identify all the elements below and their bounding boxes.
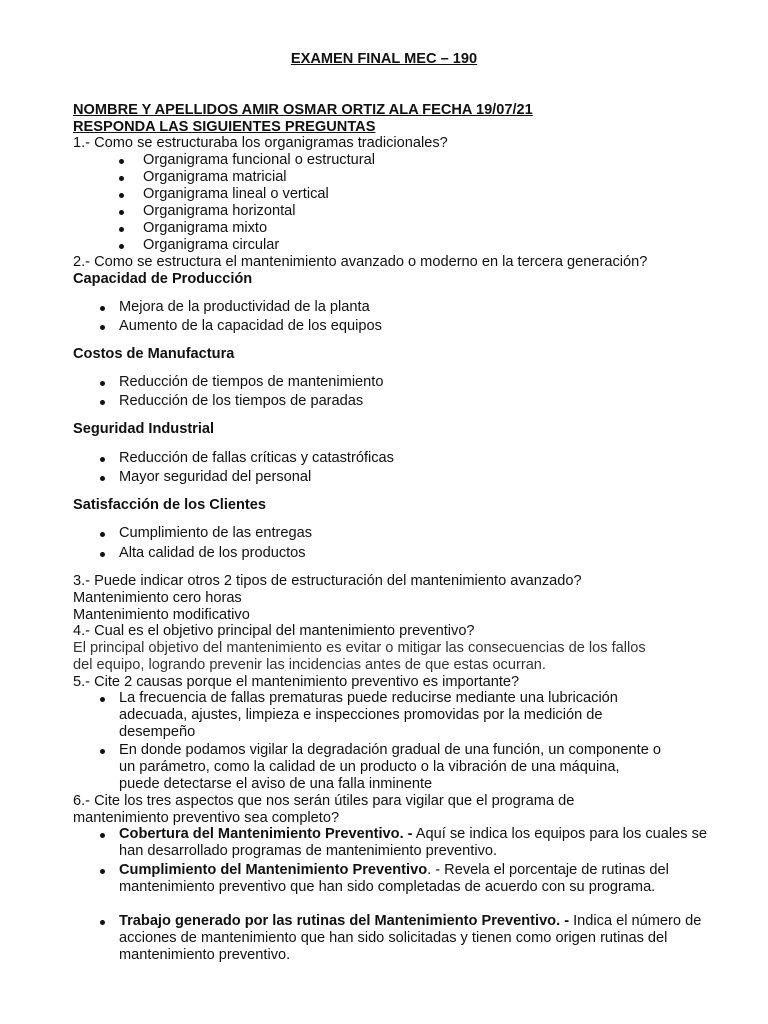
q6-item-title: Cumplimiento del Mantenimiento Preventivo [119,862,428,878]
section-item: Reducción de tiempos de mantenimiento [119,374,384,390]
bullet-icon [100,869,105,874]
bullet-icon [100,833,105,838]
q6-item [119,913,709,964]
bullet-icon [100,381,105,386]
q6-item [119,862,709,896]
q5-item-line: desempeño [119,724,196,740]
bullet-icon [119,176,124,181]
section-heading: Satisfacción de los Clientes [73,497,267,513]
q5-item-line: La frecuencia de fallas prematuras puede reducirse mediante una lubricación [119,690,618,706]
section-item: Mayor seguridad del personal [119,469,312,485]
q6-item-text: . - Revela el porcentaje de rutinas del mantenimiento preventivo que han sido completadas de acuerdo con su programa. [119,862,669,895]
question-5: 5.- Cite 2 causas porque el mantenimiento preventivo es importante? [73,674,520,690]
q1-item: Organigrama horizontal [143,203,296,219]
q1-item: Organigrama matricial [143,169,287,185]
question-2: 2.- Como se estructura el mantenimiento avanzado o moderno en la tercera generación? [73,254,648,270]
q1-item: Organigrama mixto [143,220,268,236]
question-3: 3.- Puede indicar otros 2 tipos de estructuración del mantenimiento avanzado? [73,573,582,589]
section-heading: Seguridad Industrial [73,421,215,437]
q1-item: Organigrama funcional o estructural [143,152,375,168]
q6-item [119,826,709,860]
bullet-icon [119,210,124,215]
q6-item-text: Indica el número de acciones de mantenimiento que han sido solicitadas y tienen como origen rutinas del mantenimiento preventivo. [119,913,702,963]
q1-item: Organigrama circular [143,237,280,253]
q5-item-line: adecuada, ajustes, limpieza e inspecciones promovidas por la medición de [119,707,603,723]
section-heading: Costos de Manufactura [73,346,235,362]
q4-answer-line: El principal objetivo del mantenimiento es evitar o mitigar las consecuencias de los fallos [73,640,646,656]
bullet-icon [100,457,105,462]
bullet-icon [100,920,105,925]
question-4: 4.- Cual es el objetivo principal del mantenimiento preventivo? [73,623,475,639]
q6-item-text: Aquí se indica los equipos para los cuales se han desarrollado programas de mantenimiento preventivo. [119,826,708,859]
exam-title: EXAMEN FINAL MEC – 190 [290,51,478,67]
q6-item-title: Cobertura del Mantenimiento Preventivo. - [119,826,413,842]
q5-item-line: un parámetro, como la calidad de un producto o la vibración de una máquina, [119,759,620,775]
q4-answer-line: del equipo, logrando prevenir las incidencias antes de que estas ocurran. [73,657,546,673]
section-item: Mejora de la productividad de la planta [119,299,370,315]
q3-answer: Mantenimiento cero horas [73,590,242,606]
bullet-icon [100,306,105,311]
q6-item-title: Trabajo generado por las rutinas del Mantenimiento Preventivo. - [119,913,570,929]
bullet-icon [119,193,124,198]
bullet-icon [100,552,105,557]
section-heading: Capacidad de Producción [73,271,253,287]
bullet-icon [100,697,105,702]
bullet-icon [119,244,124,249]
question-1: 1.- Como se estructuraba los organigramas tradicionales? [73,135,448,151]
question-6-line: mantenimiento preventivo sea completo? [73,810,340,826]
bullet-icon [119,159,124,164]
name-line: NOMBRE Y APELLIDOS AMIR OSMAR ORTIZ ALA FECHA 19/07/21 [73,102,533,118]
instructions: RESPONDA LAS SIGUIENTES PREGUNTAS [73,119,376,135]
bullet-icon [100,400,105,405]
section-item: Reducción de los tiempos de paradas [119,393,364,409]
q5-item-line: puede detectarse el aviso de una falla inminente [119,776,433,792]
section-item: Aumento de la capacidad de los equipos [119,318,382,334]
bullet-icon [100,325,105,330]
q1-item: Organigrama lineal o vertical [143,186,329,202]
bullet-icon [100,532,105,537]
q5-item-line: En donde podamos vigilar la degradación gradual de una función, un componente o [119,742,661,758]
bullet-icon [119,227,124,232]
section-item: Alta calidad de los productos [119,545,306,561]
section-item: Cumplimiento de las entregas [119,525,313,541]
q3-answer: Mantenimiento modificativo [73,607,250,623]
bullet-icon [100,749,105,754]
question-6-line: 6.- Cite los tres aspectos que nos serán útiles para vigilar que el programa de [73,793,575,809]
bullet-icon [100,476,105,481]
section-item: Reducción de fallas críticas y catastróficas [119,450,394,466]
